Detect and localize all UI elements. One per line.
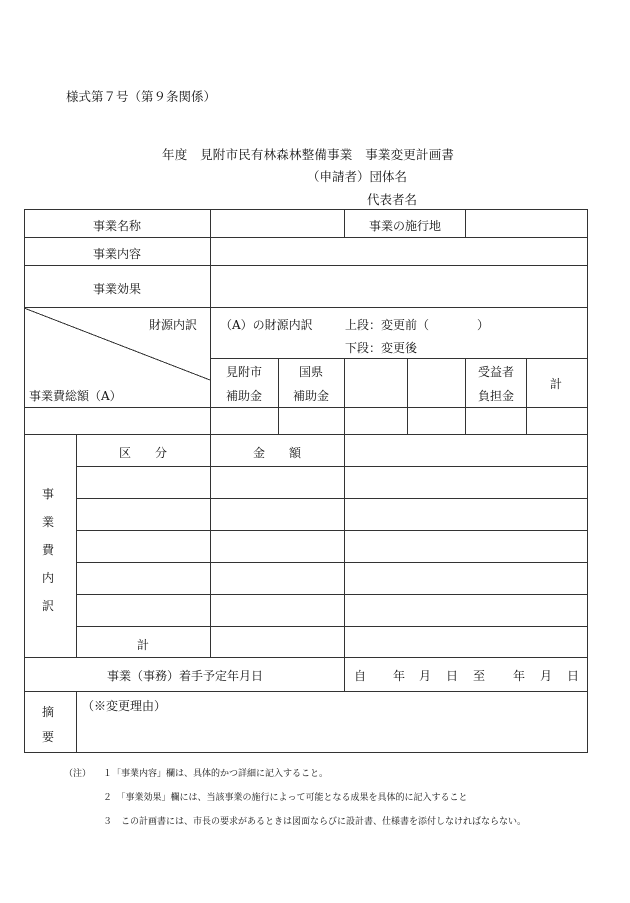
applicant-organization-label: （申請者）団体名 bbox=[307, 169, 408, 184]
summary-char: 摘 bbox=[41, 705, 55, 719]
national-prefectural-subsidy-line2: 補助金 bbox=[292, 389, 330, 403]
document-title: 年度 見附市民有林森林整備事業 事業変更計画書 bbox=[162, 147, 455, 162]
amount-header: 金 額 bbox=[252, 446, 302, 460]
from-day-label: 日 bbox=[446, 669, 459, 683]
project-effect-label: 事業効果 bbox=[92, 282, 142, 296]
representative-name-label: 代表者名 bbox=[367, 192, 418, 207]
national-prefectural-subsidy-line1: 国県 bbox=[298, 365, 324, 379]
funding-breakdown-label: 財源内訳 bbox=[149, 318, 198, 332]
beneficiary-burden-line2: 負担金 bbox=[477, 389, 515, 403]
form-number-label: 様式第７号（第９条関係） bbox=[66, 89, 217, 104]
funding-total-label: 計 bbox=[549, 377, 563, 391]
cost-detail-char: 費 bbox=[41, 543, 55, 557]
to-label: 至 bbox=[473, 669, 486, 683]
lower-row-after-label: 下段：変更後 bbox=[345, 341, 418, 355]
to-year-label: 年 bbox=[513, 669, 526, 683]
from-year-label: 年 bbox=[393, 669, 406, 683]
note-2: ２ 「事業効果」欄には、当該事業の施行によって可能となる成果を具体的に記入すること bbox=[103, 793, 468, 803]
total-cost-label: 事業費総額（A） bbox=[29, 389, 122, 403]
project-site-label: 事業の施行地 bbox=[368, 219, 442, 233]
project-name-label: 事業名称 bbox=[92, 219, 142, 233]
summary-char: 要 bbox=[41, 730, 55, 744]
cost-detail-char: 訳 bbox=[41, 599, 55, 613]
notes-label: （注） bbox=[64, 769, 92, 779]
a-funding-breakdown-label: （A）の財源内訳 bbox=[220, 318, 313, 332]
upper-row-before-label: 上段：変更前（ ） bbox=[345, 318, 490, 332]
cost-detail-char: 内 bbox=[41, 571, 55, 585]
to-month-label: 月 bbox=[540, 669, 553, 683]
to-day-label: 日 bbox=[567, 669, 580, 683]
mitsuke-subsidy-line1: 見附市 bbox=[225, 365, 263, 379]
cost-detail-char: 事 bbox=[41, 487, 55, 501]
category-header: 区 分 bbox=[118, 446, 168, 460]
change-reason-label: （※変更理由） bbox=[82, 699, 167, 713]
from-month-label: 月 bbox=[419, 669, 432, 683]
schedule-label: 事業（事務）着手予定年月日 bbox=[106, 669, 264, 683]
beneficiary-burden-line1: 受益者 bbox=[477, 365, 515, 379]
cost-detail-char: 業 bbox=[41, 515, 55, 529]
from-label: 自 bbox=[354, 669, 367, 683]
project-content-label: 事業内容 bbox=[92, 247, 142, 261]
note-3: ３ この計画書には、市長の要求があるときは図面ならびに設計書、仕様書を添付しなければならない。 bbox=[103, 817, 527, 827]
note-1: １「事業内容」欄は、具体的かつ詳細に記入すること。 bbox=[103, 769, 329, 779]
cost-subtotal-label: 計 bbox=[136, 638, 150, 652]
mitsuke-subsidy-line2: 補助金 bbox=[225, 389, 263, 403]
